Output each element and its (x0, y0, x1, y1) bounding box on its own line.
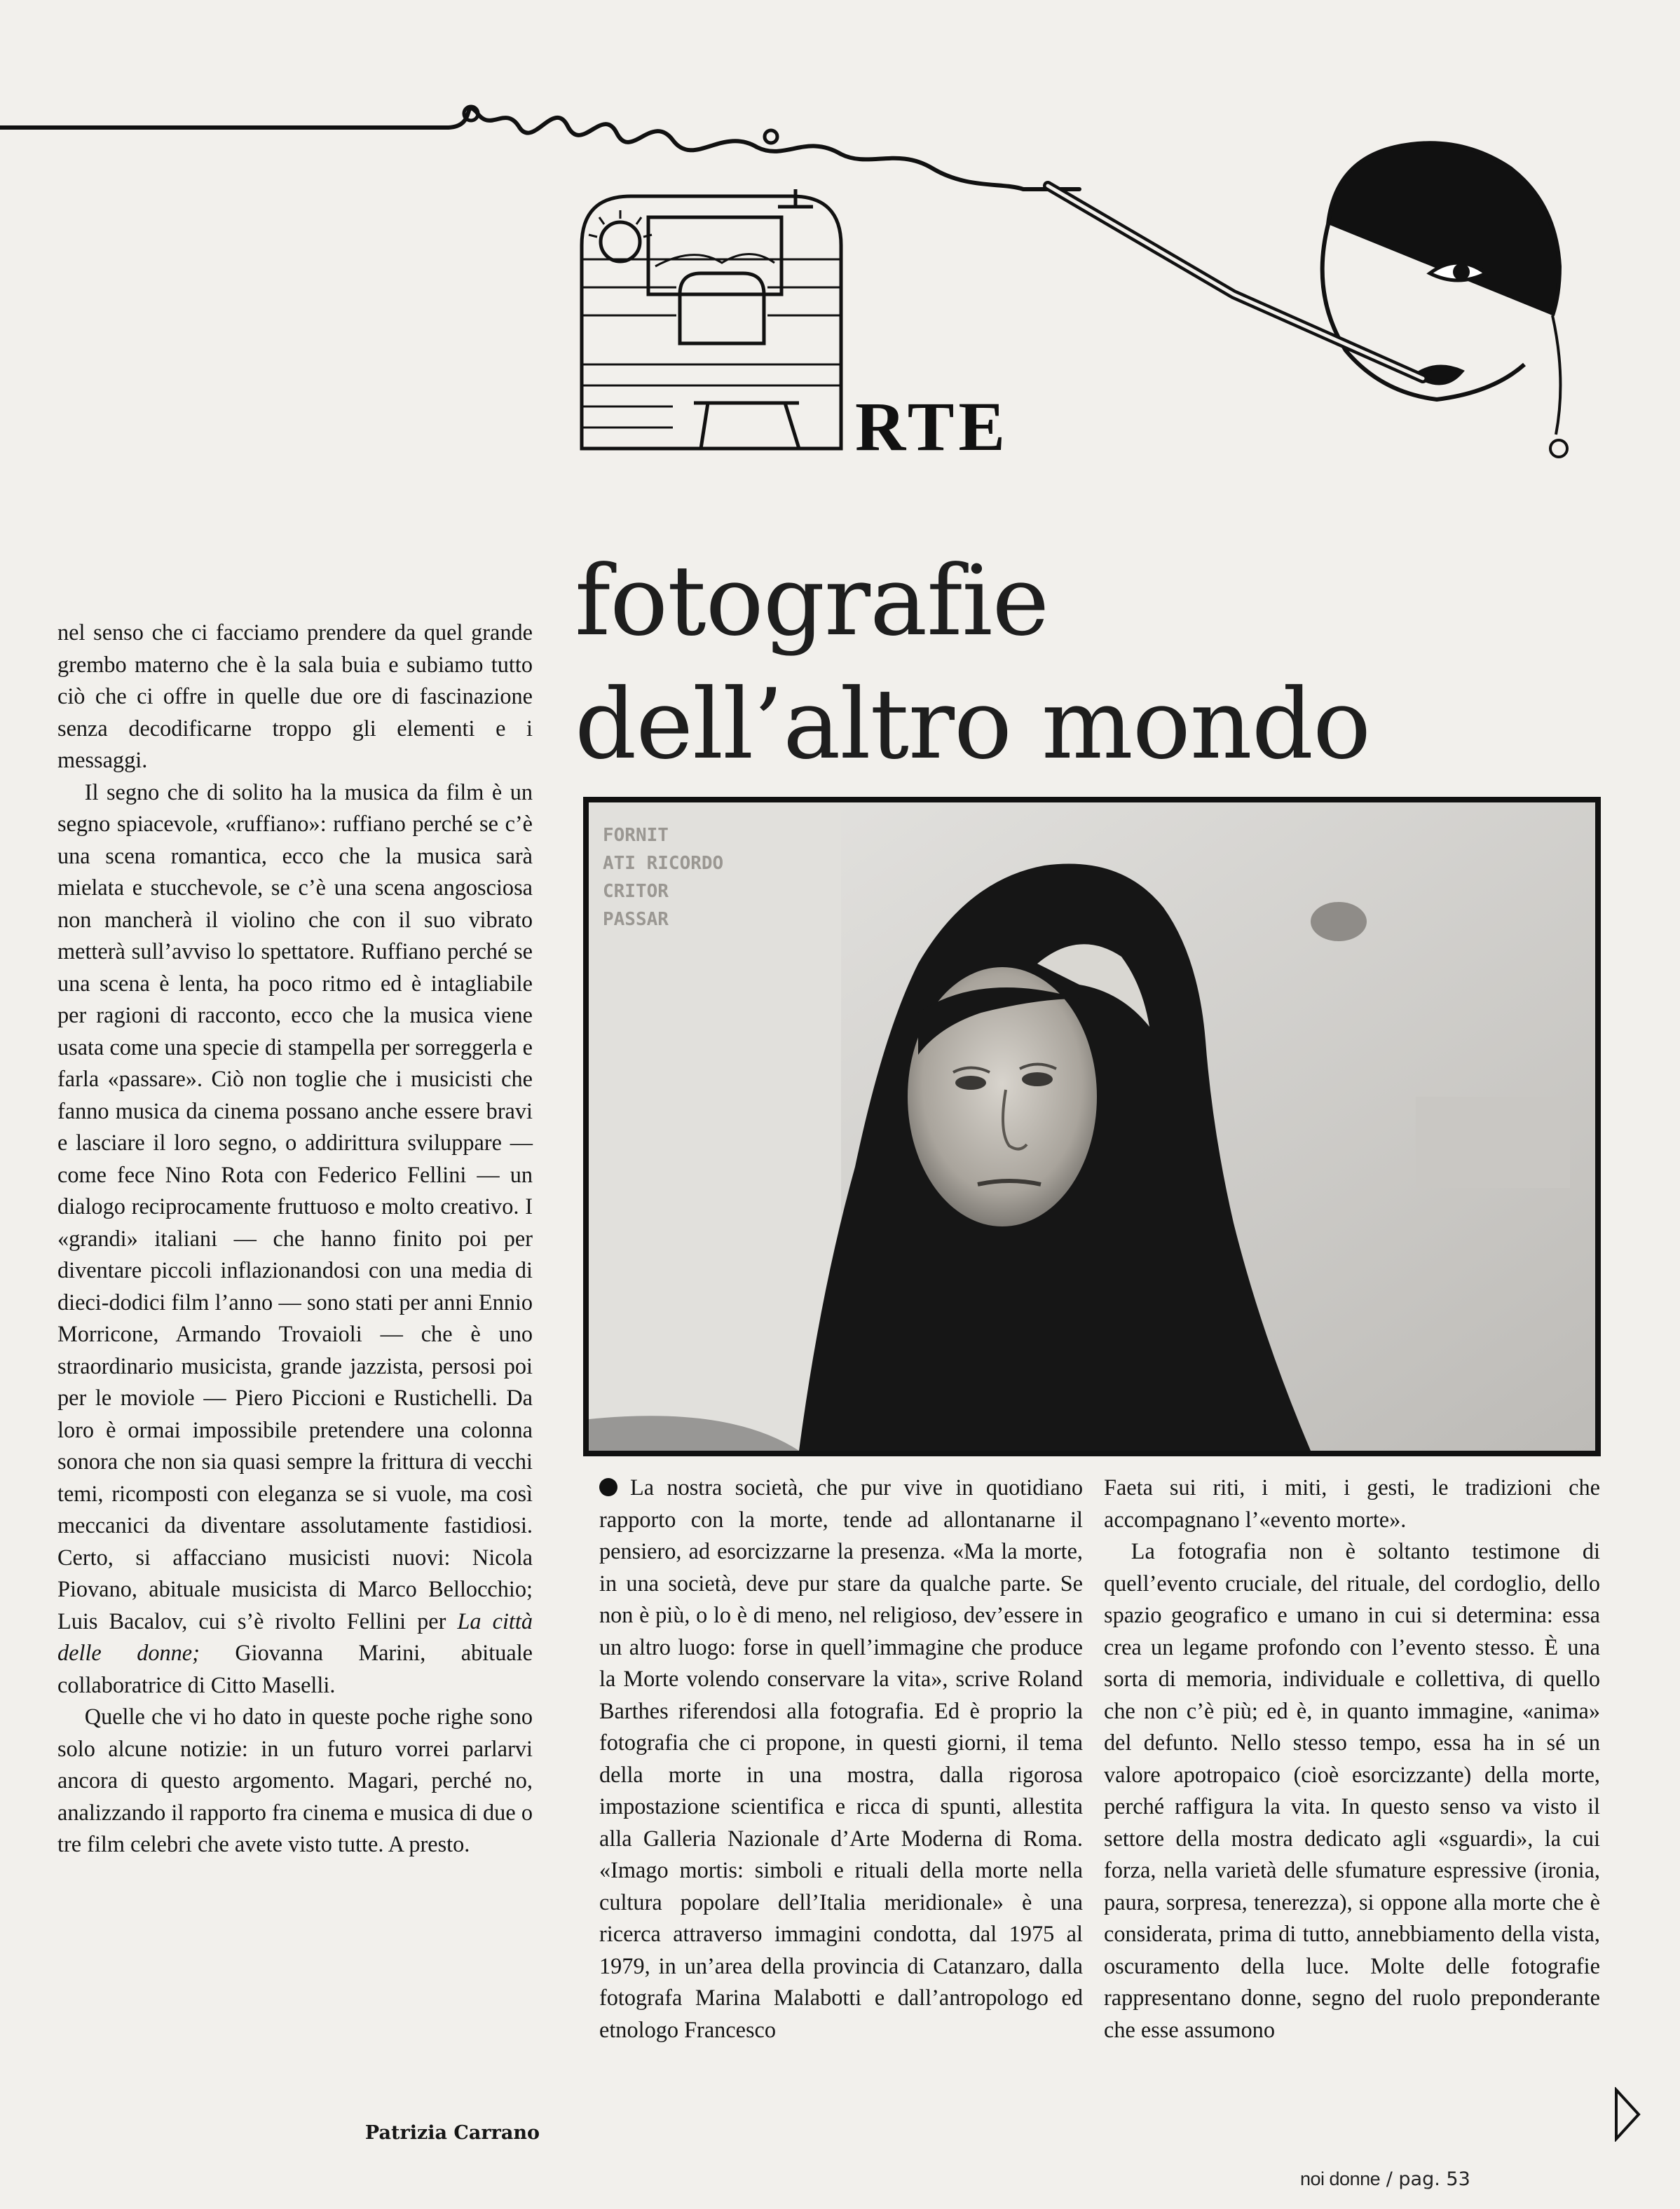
paragraph (599, 1472, 1083, 2046)
bullet-icon (599, 1478, 617, 1496)
shop-sign-line: ATI RICORDO (603, 853, 724, 874)
article-photo (583, 797, 1601, 1456)
shop-sign-line: FORNIT (603, 825, 669, 846)
article-headline (575, 540, 1528, 786)
magazine-name: noi donne (1300, 2168, 1381, 2189)
paragraph-text: La nostra società, che pur vive in quotidiano rapporto con la morte, tende ad allontanarne il pensiero, ad esorcizzarne la presenza. «Ma la morte, in una società, deve pur stare da qualche parte. Se non è più, o lo è di meno, nel religioso, dev’essere in un altro luogo: forse in quell’immagine che produce la Morte volendo conservare la vita», scrive Roland Barthes riferendosi alla fotografia. Ed è proprio la fotografia che ci propone, in questi giorni, il tema della morte in una mostra, dalla rigorosa impostazione scientifica e ricca di spunti, allestita alla Galleria Nazionale d’Arte Moderna di Roma. «Imago mortis: simboli e rituali della morte nella cultura popolare dell’Italia meridionale» è una ricerca attraverso immagini condotta, dal 1975 al 1979, in un’area della provincia di Catanzaro, dalla fotografa Marina Malabotti e dall’antropologo ed etnologo Francesco (599, 1475, 1083, 2042)
footer-separator: / (1386, 2168, 1393, 2190)
page-footer (1300, 2168, 1630, 2190)
decorative-wavy-line (0, 108, 1079, 189)
headline-line-1: fotografie (575, 545, 1049, 657)
page-number: pag. 53 (1398, 2168, 1470, 2190)
decorative-letter-a (582, 189, 841, 449)
article-column-2 (599, 1472, 1083, 2046)
shop-sign-line: CRITOR (603, 881, 669, 902)
section-label: RTE (855, 388, 1010, 465)
headline-line-2: dell’altro mondo (575, 668, 1371, 781)
article-column-1 (57, 617, 533, 1861)
paragraph-text: Giovanna Marini, abituale collaboratrice di Citto Maselli. (57, 1640, 533, 1697)
shop-sign-line: PASSAR (603, 909, 669, 930)
paragraph: Quelle che vi ho dato in queste poche righe sono solo alcune notizie: in un futuro vorrei parlarvi ancora di questo argomento. Magari, perché no, analizzando il rapporto fra cinema e musica di due o tre film celebri che avete visto tutte. A presto. (57, 1704, 533, 1856)
paragraph: La fotografia non è soltanto testimone di quell’evento cruciale, del rituale, del cordoglio, dello spazio geografico e umano in cui si determina: essa crea un legame profondo con l’evento stesso. È una sorta di memoria, individuale e collettiva, di quello che non c’è più; ed è, in quanto immagine, «anima» del defunto. Nello stesso tempo, essa ha in sé un valore apotropaico (cioè esorcizzante) della morte, perché raffigura la vita. In questo senso va visto il settore della mostra dedicato agli «sguardi», la cui forza, nella varietà delle sfumature espressive (ironia, paura, sorpresa, tenerezza), si oppone alla morte che è considerata, prima di tutto, annebbiamento della vista, oscuramento della luce. Molte delle fotografie rappresentano donne, segno del ruolo preponderante che esse assumono (1104, 1538, 1600, 2042)
paragraph: nel senso che ci facciamo prendere da quel grande grembo materno che è la sala buia e subiamo tutto ciò che ci offre in quelle due ore di fascinazione senza decodificarne troppo gli elementi e i messaggi. (57, 620, 533, 772)
article-column-3 (1104, 1472, 1600, 2046)
decorative-face-drawing (1323, 143, 1567, 457)
arte-section-header-art (0, 84, 1612, 533)
author-byline: Patrizia Carrano (364, 2122, 540, 2144)
paragraph: Faeta sui riti, i miti, i gesti, le tradizioni che accompagnano l’«evento morte». (1104, 1475, 1600, 1532)
paragraph-text: Il segno che di solito ha la musica da film è un segno spiacevole, «ruffiano»: ruffiano perché se c’è una scena romantica, ecco che la musica sarà mielata e stucchevole, se c’è una scena angosciosa non mancherà il violino che con il suo vibrato metterà sull’avviso lo spettatore. Ruffiano perché se una scena è lenta, ha poco ritmo ed è intagliabile per ragioni di racconto, ecco che la musica viene usata come una specie di stampella per sorreggerla e farla «passare». Ciò non toglie che i musicisti che fanno musica da cinema possano anche essere bravi e lasciare il loro segno, o addirittura sviluppare — come fece Nino Rota con Federico Fellini — un dialogo reciprocamente fruttuoso e molto creativo. I «grandi» italiani — che hanno finito poi per diventare piccoli inflazionandosi con una media di dieci-dodici film l’anno — sono stati per anni Ennio Morricone, Armando Trovaioli — che è uno straordinario musicista, grande jazzista, persosi poi per le moviole — Piero Piccioni e Rustichelli. Da loro è ormai impossibile pretendere una colonna sonora che non sia quasi sempre la frittura di vecchi temi, ricomposti con eleganza se si vuole, ma così meccanici da diventare assolutamente fastidiosi. Certo, si affacciano musicisti nuovi: Nicola Piovano, abituale musicista di Marco Bellocchio; Luis Bacalov, cui s’è rivolto Fellini per (57, 779, 533, 1634)
continue-arrow-icon (1613, 2087, 1641, 2142)
film-title: La città delle donne; (57, 1608, 533, 1665)
photo-old-woman-in-black-shawl (589, 802, 1595, 1451)
paragraph (57, 777, 533, 1702)
